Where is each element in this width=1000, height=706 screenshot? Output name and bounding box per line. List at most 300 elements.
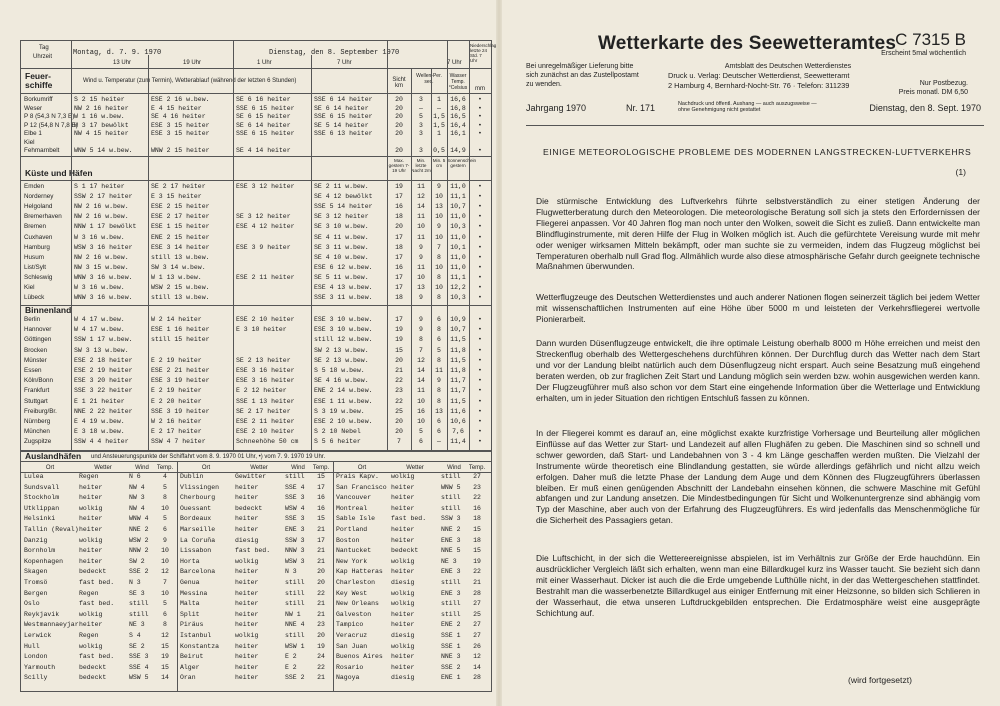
port-weather: heiter [235, 483, 259, 491]
value-cell: 7 [437, 243, 441, 251]
port-name: Oran [180, 674, 196, 682]
rule [387, 41, 388, 450]
port-wind: still [285, 579, 305, 586]
port-name: Barcelona [180, 568, 216, 576]
port-weather: heiter [391, 610, 415, 618]
value-cell: 6 [437, 336, 441, 344]
min-header: Min. letzte Nacht 2m [411, 158, 431, 173]
value-cell: • [478, 284, 482, 291]
binnenland-title: Binnenland [25, 305, 72, 315]
max-header: Max. gestern 7-19 Uhr [388, 158, 410, 173]
station-name: Nürnberg [24, 418, 51, 425]
value-cell: 11,1 [450, 273, 466, 281]
port-temp: 10 [161, 504, 169, 512]
obs-07: SE 2 13 w.bew. [314, 356, 369, 364]
value-cell: 9 [419, 326, 423, 334]
value-cell: 10 [417, 273, 425, 281]
port-temp: 14 [161, 674, 169, 682]
port-weather: wolkig [235, 557, 259, 565]
obs-01: SE 4 14 heiter [236, 147, 291, 154]
port-weather: Regen [79, 473, 99, 480]
station-name: Borkumriff [24, 96, 53, 103]
value-cell: • [478, 121, 482, 129]
port-temp: 7 [163, 579, 167, 586]
obs-13: SSW 1 17 w.bew. [74, 336, 133, 344]
port-temp: 19 [317, 642, 325, 650]
value-cell: 11,8 [450, 367, 466, 374]
port-wind: NNW 3 [285, 547, 305, 555]
port-weather: bedeckt [391, 547, 419, 555]
station-name: Kiel [24, 284, 35, 291]
obs-19: ESE 2 15 heiter [151, 203, 210, 211]
value-cell: 11 [435, 367, 443, 374]
port-wind: SW 2 [129, 557, 145, 565]
port-name: Helsinki [24, 515, 56, 523]
obs-13: W 1 16 w.bew. [74, 113, 125, 120]
station-name: P 12 (54,8 N 7,8 E) [24, 121, 78, 129]
value-cell: 10 [435, 263, 443, 271]
obs-01: ESE 2 10 heiter [236, 428, 295, 436]
obs-01: SSE 1 13 heiter [236, 397, 295, 405]
port-name: Reykjavik [24, 610, 60, 618]
rule [311, 55, 312, 450]
col-header-wind: Wind [135, 465, 149, 471]
value-cell: • [478, 407, 482, 415]
value-cell: 1,5 [433, 113, 445, 120]
station-name: Husum [24, 253, 44, 261]
port-name: Bordeaux [180, 515, 212, 523]
port-name: Split [180, 610, 200, 618]
port-temp: 19 [161, 653, 169, 661]
value-cell: • [478, 367, 482, 374]
port-name: Yarmouth [24, 663, 56, 671]
obs-07: SSE 6 15 heiter [314, 113, 373, 120]
port-temp: 16 [317, 494, 325, 502]
value-cell: 10,3 [450, 223, 466, 231]
port-wind: SSE 2 [285, 674, 305, 682]
price-info [899, 79, 968, 97]
value-cell: 11,8 [450, 346, 466, 354]
port-name: Veracruz [336, 632, 368, 639]
port-temp: 5 [163, 515, 167, 523]
obs-13: WNW 3 16 w.bew. [74, 294, 133, 302]
article-paragraph: Die Luftschicht, in der sich die Wettereereignisse abspielen, ist im Verhältnis zur Größe der Erde hauchdünn. Ein ausdrücklicher Vergleich läßt sich erhalten, wenn man eine Billardkugel kurz ins Wasser taucht. Sie bezieht sich dann mit einer Wasserhaut. Dicker ist auch die die Erde umgebende Lufthülle nicht, in der das Wettergeschehen stattfindet. Bestrahlt man die wasserbenetzte Billardkugel aus einiger Entfernung mit einer Heizsonne, so bilden sich Schlieren in der Wasserhaut, die etwa unseren Luftdruckgebilden entsprechen. Die Erdatmosphäre weist eine ausgeprägte Schichtung auf. [536, 553, 980, 618]
obs-07: S 2 10 Nebel [314, 428, 361, 436]
port-weather: heiter [235, 642, 259, 650]
col-header-wetter: Wetter [250, 465, 268, 471]
station-name: Essen [24, 367, 42, 374]
value-cell: 9 [437, 377, 441, 385]
value-cell: 16 [395, 203, 403, 211]
obs-07: S 5 6 heiter [314, 438, 361, 446]
col-header-ort: Ort [201, 465, 211, 471]
port-name: Scilly [24, 674, 48, 682]
rule [21, 93, 491, 94]
value-cell: • [478, 193, 482, 201]
value-cell: 11,7 [450, 387, 466, 395]
value-cell: 20 [395, 428, 403, 436]
station-name: Göttingen [24, 336, 52, 344]
port-wind: NE 3 [441, 557, 457, 565]
value-cell: — [419, 104, 423, 112]
obs-19: ESE 3 15 heiter [151, 121, 210, 129]
obs-07: ESE 6 12 w.bew. [314, 263, 373, 271]
port-weather: diesig [391, 579, 415, 586]
price-line: Nur Postbezug. [919, 80, 968, 87]
port-name: Beirut [180, 653, 204, 661]
port-weather: wolkig [391, 642, 415, 650]
port-name: Prais Kapv. [336, 473, 379, 480]
port-name: Oslo [24, 600, 40, 608]
obs-01: Schneehöhe 50 cm [236, 438, 299, 446]
value-cell: • [478, 326, 482, 334]
header-time-13: 13 Uhr [113, 60, 132, 66]
value-cell: 11,0 [450, 233, 466, 241]
rule [21, 450, 491, 452]
port-wind: NW 4 [129, 504, 145, 512]
port-wind: N 3 [285, 568, 297, 576]
publisher-line: Druck u. Verlag: Deutscher Wetterdienst, Seewetteramt [668, 71, 850, 81]
port-weather: heiter [391, 621, 415, 629]
port-name: Marseille [180, 526, 216, 533]
reprint-note: Nachdruck und öffentl. Aushang — auch auszugsweise — ohne Genehmigung nicht gestattet [678, 101, 817, 114]
port-weather: heiter [79, 557, 103, 565]
station-name: Elbe 1 [24, 130, 42, 137]
port-wind: WNW 5 [441, 483, 461, 491]
port-temp: 15 [473, 547, 481, 555]
obs-13: E 4 19 w.bew. [74, 418, 125, 425]
port-weather: wolkig [79, 536, 103, 544]
col-header-wetter: Wetter [406, 465, 424, 471]
kueste-title: Küste und Häfen [25, 168, 93, 178]
port-name: London [24, 653, 48, 661]
rule [148, 55, 149, 450]
port-wind: N 6 [129, 473, 141, 480]
port-name: Kap Hatteras [336, 568, 383, 576]
obs-07: SE 2 11 w.bew. [314, 183, 369, 190]
port-wind: SSE 2 [441, 663, 461, 671]
port-wind: NNE 3 [441, 653, 461, 661]
obs-19: W 2 16 heiter [151, 418, 202, 425]
value-cell: • [478, 104, 482, 112]
port-weather: heiter [79, 526, 103, 533]
port-name: Konstantza [180, 642, 220, 650]
obs-13: W 4 17 w.bew. [74, 326, 125, 334]
value-cell: 6 [437, 316, 441, 323]
port-temp: 25 [473, 610, 481, 618]
port-temp: 4 [163, 473, 167, 480]
obs-19: E 2 19 heiter [151, 387, 202, 395]
port-wind: WSW 2 [129, 536, 149, 544]
port-name: Charleston [336, 579, 376, 586]
value-cell: 18 [395, 243, 403, 251]
value-cell: 11,0 [450, 213, 466, 221]
value-cell: 11 [417, 233, 425, 241]
tag-label: Tag [39, 45, 49, 51]
port-weather: fast bed. [79, 653, 115, 661]
port-name: Kopenhagen [24, 557, 64, 565]
obs-01: SE 6 15 heiter [236, 113, 291, 120]
value-cell: 25 [395, 407, 403, 415]
port-weather: heiter [235, 526, 259, 533]
value-cell: 17 [395, 284, 403, 291]
obs-13: NW 4 15 heiter [74, 130, 129, 137]
obs-13: WNW 5 14 w.bew. [74, 147, 133, 154]
station-name: Köln/Bonn [24, 377, 54, 385]
port-name: New Orleans [336, 600, 379, 608]
port-weather: Regen [79, 589, 99, 597]
obs-01: ESE 3 16 heiter [236, 367, 295, 374]
value-cell: 11,5 [450, 397, 466, 405]
port-weather: heiter [391, 483, 415, 491]
port-temp: 15 [161, 663, 169, 671]
port-temp: 17 [317, 536, 325, 544]
value-cell: 10 [435, 213, 443, 221]
port-wind: ENE 3 [441, 536, 461, 544]
station-name: Berlin [24, 316, 41, 323]
obs-07: ESE 4 13 w.bew. [314, 284, 373, 291]
station-name: München [24, 428, 50, 436]
value-cell: • [478, 346, 482, 354]
header-obs-tuesday: Dienstag, den 8. September 1970 [269, 49, 400, 57]
port-temp: 5 [163, 600, 167, 608]
rule [411, 68, 412, 450]
col-header-temp: Temp. [312, 465, 330, 471]
value-cell: • [478, 438, 482, 446]
value-cell: 10 [435, 233, 443, 241]
article-paragraph: Wetterflugzeuge des Deutschen Wetterdienstes und auch anderer Nationen flogen seinerzeit täglich bei jedem Wetter mit wissenschaftlichen Instrumenten auf eine Höhe über 5000 m und leisteten der Verkehrsfliegerei wertvolle Pionierarbeit. [536, 292, 980, 324]
value-cell: • [478, 243, 482, 251]
port-temp: 28 [473, 589, 481, 597]
value-cell: 6 [437, 418, 441, 425]
value-cell: 7 [397, 438, 401, 446]
obs-19: ESE 1 15 heiter [151, 223, 210, 231]
obs-13: ESE 2 18 heiter [74, 356, 133, 364]
port-wind: still [285, 600, 305, 608]
value-cell: 20 [395, 147, 403, 154]
port-weather: heiter [391, 653, 415, 661]
value-cell: 8 [437, 326, 441, 334]
obs-19: WSW 2 15 w.bew. [151, 284, 210, 291]
continued-note: (wird fortgesetzt) [848, 675, 912, 685]
value-cell: 8 [437, 397, 441, 405]
article-paragraph: Die stürmische Entwicklung des Luftverkehrs führte selbstverständlich zu einer stetigen Änderung der Flugwetterberatung durch den Meteorologen. Die meteorologische Beratung soll sich ja stets den Erfordernissen der Fliegerei anpassen. Vor 40 Jahren flog man noch unter den Wolken, soweit die Sicht es zuließ. Dann entwickelte man Blindfluginstrumente, mit deren Hilfe der Flug in Wolken möglich ist. Auch die gefürchtete Vereisung wurde mit mehr oder weniger wirksamen Mitteln bekämpft, oder man suchte sie zu vermeiden, indem das Flugzeug möglichst bei Temperaturen oberhalb null Grad flog. Allmählich wurde also diese atmosphärische Gefahr durch geeignete technische Maßnahmen überwunden. [536, 196, 980, 272]
port-temp: 18 [473, 515, 481, 523]
value-cell: 5 [419, 428, 423, 436]
value-cell: • [478, 418, 482, 425]
value-cell: 1 [437, 130, 441, 137]
value-cell: 11,4 [450, 438, 466, 446]
issue-number: Nr. 171 [626, 103, 656, 113]
value-cell: 20 [395, 223, 403, 231]
station-name: Stuttgart [24, 397, 48, 405]
obs-07: SE 4 16 w.bew. [314, 377, 369, 385]
value-cell: 9 [419, 294, 423, 302]
port-wind: NW 3 [129, 494, 145, 502]
rule [71, 41, 72, 450]
value-cell: • [478, 213, 482, 221]
article-page [518, 0, 988, 706]
port-temp: 20 [317, 579, 325, 586]
uhrzeit-label: Uhrzeit [33, 54, 53, 60]
port-wind: still [441, 494, 461, 502]
value-cell: 6 [419, 438, 423, 446]
station-name: List/Sylt [24, 263, 47, 271]
value-cell: 7 [419, 346, 423, 354]
port-name: Tromsö [24, 579, 48, 586]
port-temp: 14 [473, 663, 481, 671]
port-temp: 16 [317, 504, 325, 512]
port-weather: heiter [79, 494, 103, 502]
header-time-19: 19 Uhr [183, 60, 202, 66]
port-name: Key West [336, 589, 368, 597]
issue-date: Dienstag, den 8. Sept. 1970 [869, 103, 981, 113]
port-weather: heiter [79, 547, 103, 555]
value-cell: • [478, 263, 482, 271]
port-temp: 17 [317, 483, 325, 491]
obs-13: E 1 21 heiter [74, 397, 125, 405]
obs-19: still 15 heiter [151, 336, 210, 344]
port-temp: 27 [473, 473, 481, 480]
port-weather: heiter [79, 515, 103, 523]
station-name: Hamburg [24, 243, 50, 251]
obs-13: SSW 4 4 heiter [74, 438, 129, 446]
port-wind: WSW 5 [129, 674, 149, 682]
obs-07: SSE 5 14 heiter [314, 203, 373, 211]
value-cell: 11,0 [450, 183, 466, 190]
port-wind: ENE 3 [285, 526, 305, 533]
value-cell: 11 [417, 387, 425, 395]
value-cell: — [437, 438, 441, 446]
port-wind: SSE 1 [441, 642, 461, 650]
port-name: Rosario [336, 663, 364, 671]
port-name: San Francisco [336, 483, 387, 491]
value-cell: 7,6 [452, 428, 464, 436]
port-name: Genua [180, 579, 200, 586]
value-cell: 5 [437, 346, 441, 354]
port-weather: heiter [235, 600, 259, 608]
port-temp: 15 [317, 473, 325, 480]
value-cell: 22 [395, 397, 403, 405]
value-cell: 11,0 [450, 253, 466, 261]
value-cell: 8 [437, 387, 441, 395]
station-name: Weser [24, 104, 43, 112]
value-cell: 21 [395, 367, 403, 374]
port-weather: Gewitter [235, 473, 267, 480]
value-cell: 10 [435, 193, 443, 201]
port-name: Sundsvall [24, 483, 60, 491]
obs-07: SE 4 10 w.bew. [314, 253, 369, 261]
feuerschiffe-title: Feuer-schiffe [25, 71, 53, 90]
station-name: Kiel [24, 138, 35, 146]
publisher-info [668, 62, 908, 90]
obs-13: WSW 3 16 heiter [74, 243, 133, 251]
obs-19: ENE 2 15 heiter [151, 233, 210, 241]
port-weather: wolkig [79, 610, 103, 618]
value-cell: 14 [417, 367, 425, 374]
station-name: P 8 (54,3 N 7,3 E) [24, 113, 75, 120]
weather-data-tables [20, 40, 497, 692]
port-wind: NW 1 [285, 610, 301, 618]
col-header-ort: Ort [45, 465, 55, 471]
station-name: Münster [24, 356, 47, 364]
port-weather: fast bed. [391, 515, 427, 523]
obs-13: W 3 17 bewölkt [74, 121, 129, 129]
obs-19: still 13 w.bew. [151, 253, 210, 261]
port-name: Galveston [336, 610, 372, 618]
col-header-wetter: Wetter [94, 465, 112, 471]
obs-19: SSE 3 19 heiter [151, 407, 210, 415]
article-part: (1) [955, 167, 966, 177]
value-cell: 8 [419, 336, 423, 344]
frequency-note: Erscheint 5mal wöchentlich [881, 50, 966, 57]
value-cell: 15 [395, 346, 403, 354]
value-cell: 19 [395, 326, 403, 334]
port-temp: 8 [163, 621, 167, 629]
obs-19: ESE 1 16 heiter [151, 326, 210, 334]
obs-13: NW 2 16 w.bew. [74, 253, 129, 261]
port-temp: 9 [163, 536, 167, 544]
postal-code: C 7315 B [895, 30, 966, 49]
obs-07: SE 5 11 w.bew. [314, 273, 369, 281]
value-cell: 10,1 [450, 243, 466, 251]
port-wind: NNE 5 [441, 547, 461, 555]
port-weather: Regen [79, 632, 99, 639]
port-wind: S 4 [129, 632, 141, 639]
value-cell: 16,8 [450, 104, 466, 112]
port-weather: bedeckt [79, 663, 107, 671]
port-wind: SSE 3 [285, 494, 305, 502]
value-cell: 9 [437, 223, 441, 231]
value-cell: 8 [437, 356, 441, 364]
obs-19: ESE 3 19 heiter [151, 377, 210, 385]
port-name: Portland [336, 526, 368, 533]
value-cell: 12 [417, 356, 425, 364]
value-cell: • [478, 377, 482, 385]
port-wind: NNE 4 [285, 621, 305, 629]
value-cell: • [478, 96, 482, 103]
value-cell: 10,6 [450, 418, 466, 425]
port-temp: 20 [317, 632, 325, 639]
port-weather: fast bed. [79, 579, 115, 586]
obs-13: WNW 3 16 w.bew. [74, 273, 133, 281]
col-header-ort: Ort [357, 465, 367, 471]
obs-07: SE 6 14 heiter [314, 104, 369, 112]
port-name: Tallin (Reval) [24, 526, 79, 533]
port-weather: heiter [391, 663, 415, 671]
port-name: Danzig [24, 536, 48, 544]
obs-07: ESE 3 10 w.bew. [314, 326, 373, 334]
port-weather: heiter [235, 674, 259, 682]
obs-01: ESE 3 16 heiter [236, 377, 295, 385]
value-cell: 10,7 [450, 326, 466, 334]
value-cell: • [478, 130, 482, 137]
port-name: Vancouver [336, 494, 372, 502]
publisher-line: 2 Hamburg 4, Bernhard-Nocht-Str. 76 · Telefon: 311239 [668, 80, 850, 90]
value-cell: 3 [419, 96, 423, 103]
obs-01: E 2 12 heiter [236, 387, 287, 395]
issue-line [526, 103, 981, 117]
port-weather: diesig [391, 632, 415, 639]
port-weather: heiter [391, 504, 415, 512]
obs-19: ESE 3 15 heiter [151, 130, 210, 137]
port-name: Tampico [336, 621, 364, 629]
niederschlag-header: Niederschlag letzte 24 Std. 7 Uhr [470, 43, 497, 63]
value-cell: 11 [417, 213, 425, 221]
header-time-7b: 7 Uhr [447, 60, 462, 66]
value-cell: • [478, 428, 482, 436]
sicht-header: Sicht km [392, 77, 406, 89]
